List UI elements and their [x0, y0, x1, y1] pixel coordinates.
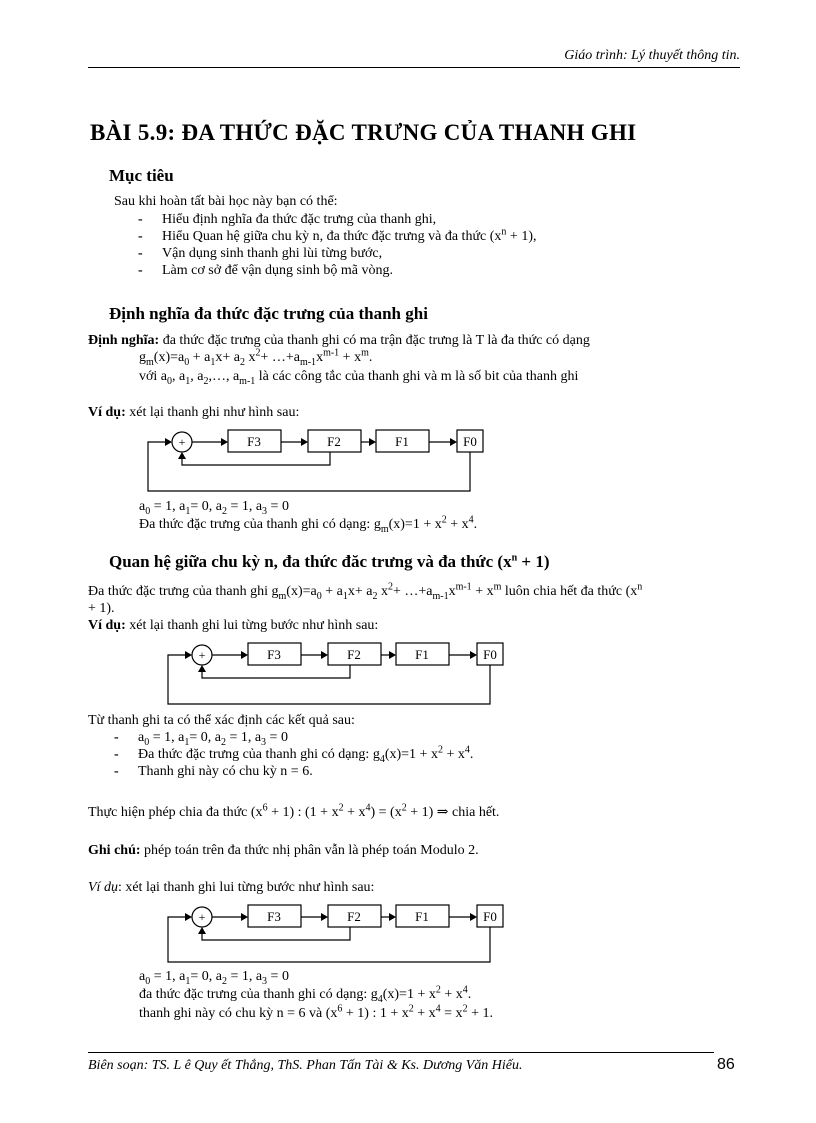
example3-values: $a_0 = 1$, $a_1= 0$, $a_2 = 1$, $a_3 = 0$: [139, 969, 289, 987]
objectives-heading: Mục tiêu: [109, 166, 174, 185]
cell-f3-label: F3: [247, 434, 261, 449]
adder-symbol: +: [198, 648, 206, 662]
objective-item: - Vận dụng sinh thanh ghi lùi từng bước,: [138, 246, 536, 263]
adder-symbol: +: [178, 435, 186, 449]
cell-f2-label: F2: [327, 434, 341, 449]
objective-item: - Hiểu Quan hệ giữa chu kỳ n, đa thức đặc trưng và đa thức $(x^n + 1)$,: [138, 229, 536, 246]
example1-polynomial: Đa thức đặc trưng của thanh ghi có dạng: $g_m(x)=1 + x^2 + x^4$.: [139, 514, 478, 535]
register-diagram-1: [140, 425, 500, 497]
objectives-list: [138, 212, 536, 280]
cell-f1-label: F1: [415, 647, 429, 662]
result-item: - Đa thức đặc trưng của thanh ghi có dạng: $g_4(x)=1 + x^2 + x^4$.: [114, 747, 473, 764]
header-rule: [88, 67, 740, 68]
objective-item: - Làm cơ sở để vận dụng sinh bộ mã vòng.: [138, 263, 536, 280]
cell-f0-label: F0: [483, 647, 497, 662]
example3-intro: Ví dụ: xét lại thanh ghi lui từng bước như hình sau:: [88, 880, 375, 895]
footer-authors: Biên soạn: TS. L ê Quy ết Thắng, ThS. Phan Tấn Tài & Ks. Dương Văn Hiếu.: [88, 1058, 523, 1073]
footer-rule: [88, 1052, 714, 1053]
cell-f0-label: F0: [483, 909, 497, 924]
result-item: - Thanh ghi này có chu kỳ n = 6.: [114, 764, 473, 781]
example1-values: $a_0 = 1$, $a_1= 0$, $a_2 = 1$, $a_3 = 0$: [139, 499, 289, 517]
results-list: [114, 730, 473, 781]
cell-f2-label: F2: [347, 647, 361, 662]
cell-f1-label: F1: [415, 909, 429, 924]
result-item: - $a_0 = 1$, $a_1= 0$, $a_2 = 1$, $a_3 = 0$: [114, 730, 473, 747]
division-line: Thực hiện phép chia đa thức $(x^6 + 1)$ : $(1 + x^2 + x^4) = (x^2 + 1)$ ⇒ chia hết.: [88, 802, 500, 820]
note-line: Ghi chú: phép toán trên đa thức nhị phân vẫn là phép toán Modulo 2.: [88, 843, 479, 858]
cell-f1-label: F1: [395, 434, 409, 449]
definition-heading: Định nghĩa đa thức đặc trưng của thanh ghi: [109, 304, 428, 323]
cell-f3-label: F3: [267, 909, 281, 924]
example3-polynomial: đa thức đặc trưng của thanh ghi có dạng: $g_4(x)=1 + x^2 + x^4$.: [139, 984, 472, 1005]
definition-formula: $g_m(x)=a_0 + a_1x+ a_2$ $x^2+$ $\dots+a_{m-1}x^{m-1} + x^m$.: [139, 347, 373, 368]
running-header: Giáo trình: Lý thuyết thông tin.: [564, 48, 740, 63]
definition-line: Định nghĩa: đa thức đặc trưng của thanh ghi có ma trận đặc trưng là T là đa thức có dạng: [88, 333, 590, 348]
relation-paragraph-cont: + 1).: [88, 601, 115, 616]
objectives-intro: Sau khi hoàn tất bài học này bạn có thể:: [114, 194, 338, 209]
register-diagram-3: [160, 900, 520, 972]
relation-paragraph: Đa thức đặc trưng của thanh ghi $g_m(x)=a_0 + a_1x+ a_2$ $x^2+$ $\dots+a_{m-1}x^{m-1} + x^m$ luôn chia hết đa thức ($x^n$: [88, 581, 643, 602]
example3-period: thanh ghi này có chu kỳ n = 6 và $(x^6 + 1)$ : $1 + x^2 + x^4 = x^2 + 1$.: [139, 1003, 493, 1021]
register-diagram-2: [160, 638, 520, 710]
example1-intro: Ví dụ: xét lại thanh ghi như hình sau:: [88, 405, 300, 420]
definition-variables: với $a_0$, $a_1$, $a_2,\dots$, $a_{m-1}$ là các công tắc của thanh ghi và m là số bit của thanh ghi: [139, 369, 579, 387]
cell-f0-label: F0: [463, 434, 477, 449]
page-number: 86: [717, 1056, 735, 1073]
results-intro: Từ thanh ghi ta có thể xác định các kết quả sau:: [88, 713, 355, 728]
cell-f3-label: F3: [267, 647, 281, 662]
adder-symbol: +: [198, 910, 206, 924]
cell-f2-label: F2: [347, 909, 361, 924]
page-title: BÀI 5.9: ĐA THỨC ĐẶC TRƯNG CỦA THANH GHI: [90, 120, 637, 145]
relation-heading: Quan hệ giữa chu kỳ n, đa thức đăc trưng và đa thức $(x^n + 1)$: [109, 552, 550, 571]
example2-intro: Ví dụ: xét lại thanh ghi lui từng bước như hình sau:: [88, 618, 379, 633]
objective-item: - Hiểu định nghĩa đa thức đặc trưng của thanh ghi,: [138, 212, 536, 229]
